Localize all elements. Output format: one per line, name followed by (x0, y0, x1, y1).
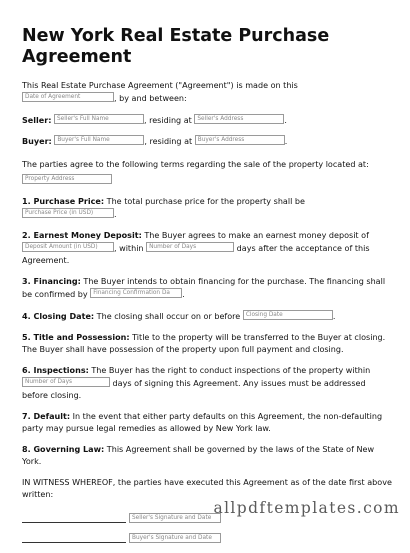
inspections-text: The Buyer has the right to conduct inspections of the property within (88, 366, 371, 375)
default-heading: 7. Default: (22, 412, 71, 421)
property-address-field[interactable]: Property Address (22, 174, 112, 184)
governing-law-heading: 8. Governing Law: (22, 445, 105, 454)
deposit-days-text: days after the acceptance of this Agreement. (22, 244, 370, 265)
property-text: The parties agree to the following terms regarding the sale of the property located at: (22, 160, 369, 169)
buyer-residing-text: , residing at (144, 137, 193, 146)
default-text: In the event that either party defaults on this Agreement, the non-defaulting party may pursue legal remedies as allowed by New York law. (22, 412, 383, 433)
financing-period: . (182, 290, 185, 299)
purchase-price-heading: 1. Purchase Price: (22, 197, 105, 206)
buyer-signature-field[interactable]: Buyer's Signature and Date (129, 533, 221, 543)
intro-paragraph (22, 80, 394, 105)
financing-text: The Buyer intends to obtain financing for the purchase. The financing shall be confirmed by (22, 277, 386, 299)
buyer-signature-row (22, 533, 394, 543)
seller-signature-line (22, 514, 126, 523)
seller-period: . (284, 116, 287, 125)
inspections-paragraph (22, 365, 394, 402)
seller-residing-text: , residing at (143, 116, 192, 125)
buyer-row (22, 135, 394, 148)
earnest-money-heading: 2. Earnest Money Deposit: (22, 231, 142, 240)
seller-address-field[interactable]: Seller's Address (194, 114, 284, 124)
governing-law-paragraph (22, 444, 394, 468)
witness-paragraph: IN WITNESS WHEREOF, the parties have executed this Agreement as of the date first above written: (22, 478, 392, 499)
financing-heading: 3. Financing: (22, 277, 81, 286)
date-of-agreement-field[interactable]: Date of Agreement (22, 92, 114, 102)
seller-name-field[interactable]: Seller's Full Name (54, 114, 144, 124)
governing-law-text: This Agreement shall be governed by the laws of the State of New York. (22, 445, 375, 466)
watermark: allpdftemplates.com (213, 499, 400, 517)
buyer-name-field[interactable]: Buyer's Full Name (54, 135, 144, 145)
seller-signature-field[interactable]: Seller's Signature and Date (129, 513, 221, 523)
purchase-price-field[interactable]: Purchase Price (in USD) (22, 208, 114, 218)
closing-date-heading: 4. Closing Date: (22, 312, 95, 321)
title-possession-heading: 5. Title and Possession: (22, 333, 130, 342)
deposit-within-text: , within (114, 244, 144, 253)
closing-date-text: The closing shall occur on or before (94, 312, 241, 321)
intro-text: This Real Estate Purchase Agreement ("Agreement") is made on this (22, 81, 298, 90)
closing-date-field[interactable]: Closing Date (243, 310, 333, 320)
earnest-money-paragraph (22, 230, 394, 267)
buyer-signature-line (22, 534, 126, 543)
seller-row (22, 114, 394, 127)
inspections-text-after: days of signing this Agreement. Any issues must be addressed before closing. (22, 379, 366, 400)
intro-text-after: , by and between: (114, 94, 187, 103)
closing-date-paragraph (22, 310, 394, 323)
document-page (22, 26, 394, 553)
title-possession-paragraph (22, 332, 394, 356)
default-paragraph (22, 411, 394, 435)
purchase-price-text: The total purchase price for the property shall be (104, 197, 305, 206)
inspections-heading: 6. Inspections: (22, 366, 89, 375)
purchase-price-paragraph (22, 196, 394, 221)
property-paragraph (22, 159, 394, 187)
page-title: New York Real Estate Purchase Agreement (22, 26, 330, 67)
deposit-amount-field[interactable]: Deposit Amount (in USD) (22, 242, 114, 252)
purchase-price-period: . (114, 210, 117, 219)
closing-date-period: . (332, 312, 336, 321)
inspection-days-field[interactable]: Number of Days (22, 377, 110, 387)
deposit-days-field[interactable]: Number of Days (146, 242, 234, 252)
financing-paragraph (22, 276, 394, 301)
title-possession-text: Title to the property will be transferred to the Buyer at closing. The Buyer shall have possession of the property upon full payment and closing. (22, 333, 386, 354)
earnest-money-text: The Buyer agrees to make an earnest money deposit of (141, 231, 369, 240)
buyer-address-field[interactable]: Buyer's Address (195, 135, 285, 145)
buyer-label: Buyer: (22, 137, 52, 146)
seller-label: Seller: (22, 116, 52, 125)
financing-confirmation-date-field[interactable]: Financing Confirmation Da (90, 288, 182, 298)
buyer-period: . (284, 137, 288, 146)
